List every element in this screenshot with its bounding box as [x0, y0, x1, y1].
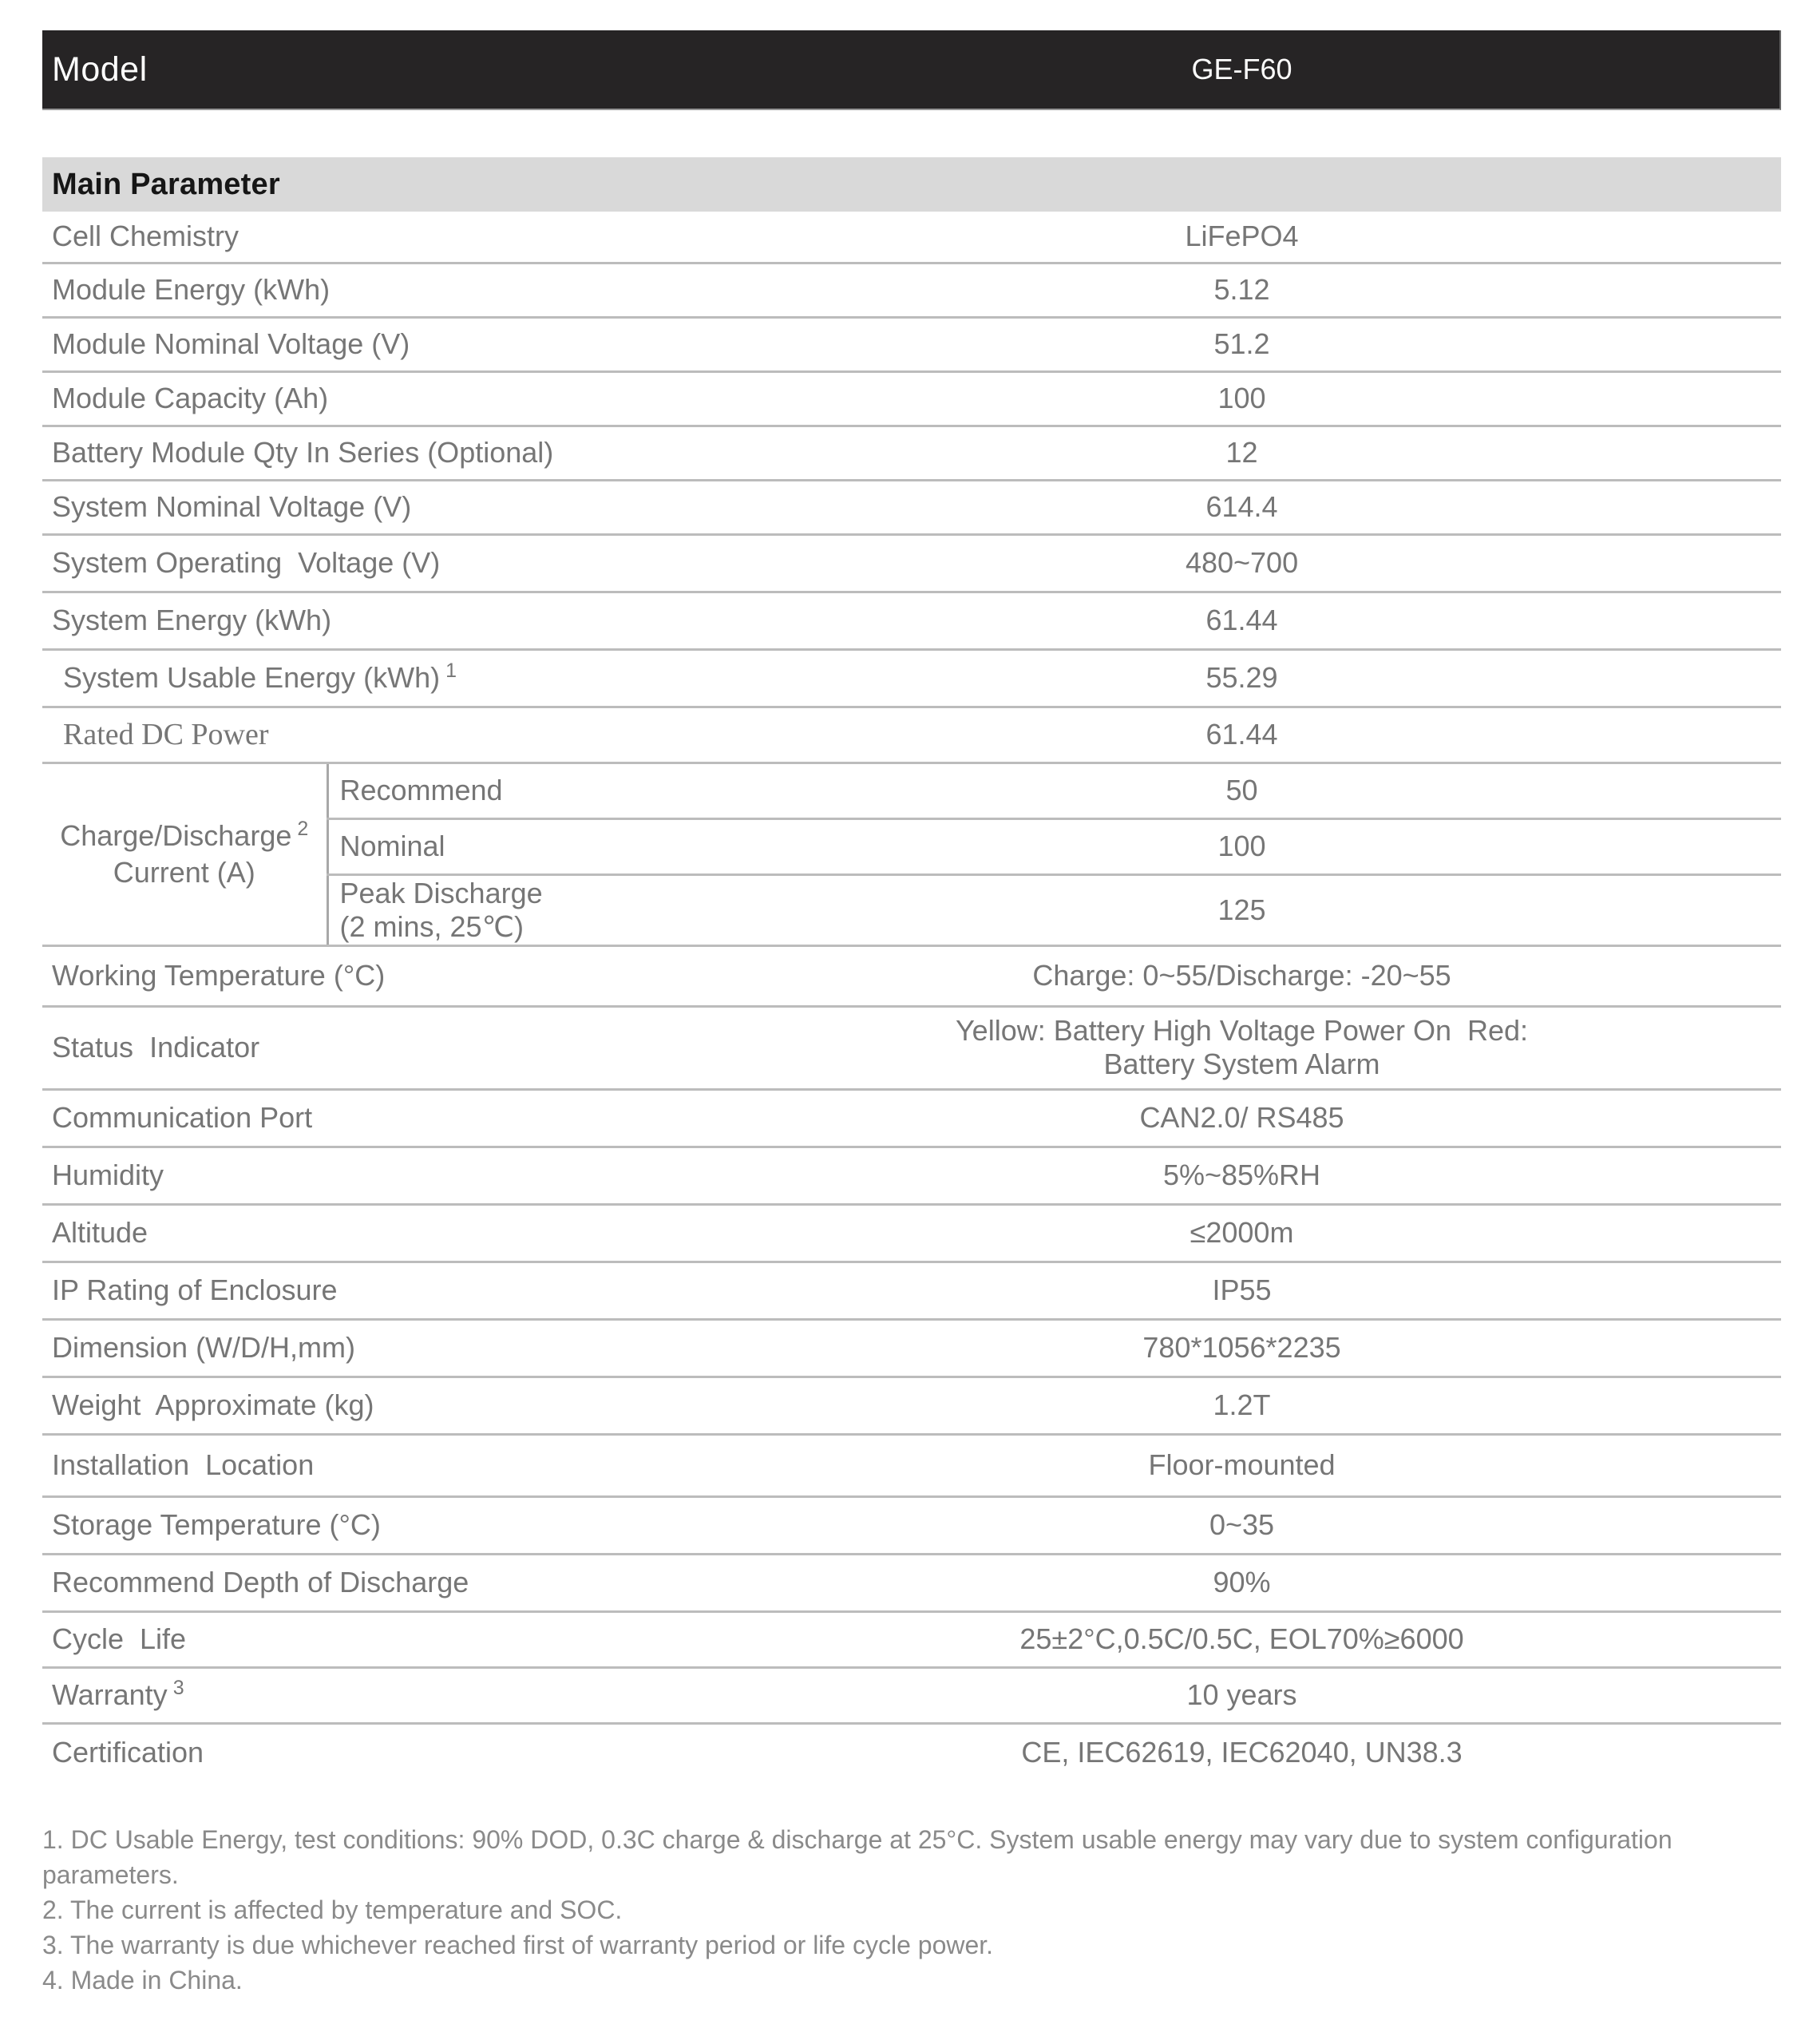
- row-label-text: Recommend Depth of Discharge: [52, 1566, 469, 1598]
- table-row: [42, 1554, 1781, 1611]
- row-label-text: Module Nominal Voltage (V): [52, 327, 410, 360]
- table-row: [42, 1434, 1781, 1496]
- row-label: [42, 1377, 703, 1434]
- row-label-text: Communication Port: [52, 1101, 313, 1134]
- row-value: 51.2: [703, 317, 1781, 371]
- group-label-text: Charge/Discharge: [60, 818, 292, 852]
- row-label: [42, 592, 703, 649]
- row-value: CE, IEC62619, IEC62040, UN38.3: [1021, 1735, 1463, 1769]
- row-label-text: Module Energy (kWh): [52, 273, 331, 306]
- row-value: 125: [703, 874, 1781, 945]
- row-label: [42, 1319, 703, 1377]
- row-value: CAN2.0/ RS485: [703, 1089, 1781, 1147]
- row-label-text: Altitude: [52, 1216, 148, 1249]
- row-label-text: Storage Temperature (°C): [52, 1508, 381, 1541]
- row-value: 90%: [703, 1554, 1781, 1611]
- row-value-line: Yellow: Battery High Voltage Power On Red:: [955, 1014, 1529, 1047]
- table-row: [42, 480, 1781, 534]
- row-value: IP55: [703, 1262, 1781, 1319]
- table-row: [42, 1667, 1781, 1723]
- row-label: [42, 1147, 703, 1204]
- row-label-text: Cell Chemistry: [52, 220, 239, 253]
- row-label-text: Dimension (W/D/H,mm): [52, 1331, 356, 1364]
- row-value: 25±2°C,0.5C/0.5C, EOL70%≥6000: [703, 1611, 1781, 1667]
- table-row: [42, 1496, 1781, 1554]
- group-label: [42, 763, 327, 945]
- row-label: [42, 480, 703, 534]
- model-value: GE-F60: [1191, 53, 1292, 85]
- table-row: [42, 534, 1781, 592]
- footnote-line: 3. The warranty is due whichever reached first of warranty period or life cycle power.: [42, 1931, 994, 1959]
- table-row: [42, 1006, 1781, 1089]
- row-label: [42, 649, 703, 707]
- row-value: 10 years: [703, 1667, 1781, 1723]
- row-value: 12: [703, 426, 1781, 480]
- row-label: [42, 1006, 703, 1089]
- table-row: [42, 1319, 1781, 1377]
- table-row: [42, 1204, 1781, 1262]
- sub-label: [327, 763, 703, 818]
- table-row: [42, 763, 1781, 818]
- row-label: [42, 1089, 703, 1147]
- row-value: 1.2T: [703, 1377, 1781, 1434]
- datasheet-page: [42, 30, 1781, 1998]
- row-value: 55.29: [703, 649, 1781, 707]
- footnote-line: 1. DC Usable Energy, test conditions: 90% DOD, 0.3C charge & discharge at 25°C. System usable energy may vary due to system configuration parameters.: [42, 1825, 1680, 1889]
- table-row: [42, 1089, 1781, 1147]
- row-value: 780*1056*2235: [703, 1319, 1781, 1377]
- row-label: [42, 263, 703, 317]
- spec-table-body: [42, 212, 1781, 1781]
- row-label-text: Status Indicator: [52, 1031, 260, 1064]
- table-row: [42, 592, 1781, 649]
- footnote-line: 2. The current is affected by temperature and SOC.: [42, 1895, 623, 1924]
- row-label-text: Installation Location: [52, 1448, 315, 1481]
- model-label: Model: [52, 50, 148, 89]
- row-value-line: Battery System Alarm: [1103, 1048, 1380, 1080]
- group-label-line: Current (A): [113, 855, 255, 889]
- row-label-text: IP Rating of Enclosure: [52, 1274, 338, 1306]
- row-label-text: System Operating Voltage (V): [52, 546, 441, 579]
- model-header-bar: [42, 30, 1781, 110]
- row-label: [42, 317, 703, 371]
- row-label-text: Weight Approximate (kg): [52, 1388, 374, 1421]
- sub-label-line: (2 mins, 25℃): [339, 909, 524, 943]
- superscript-note: 1: [445, 660, 457, 682]
- table-row: [42, 1147, 1781, 1204]
- table-row: [42, 371, 1781, 426]
- row-value: [703, 1006, 1781, 1089]
- row-label: [42, 1496, 703, 1554]
- row-label: [42, 707, 703, 763]
- row-value: 614.4: [703, 480, 1781, 534]
- table-row: [42, 1611, 1781, 1667]
- row-label-text: Certification: [52, 1735, 204, 1769]
- row-label: [42, 1723, 703, 1781]
- footnotes: [42, 1822, 1781, 1998]
- sub-label-line: Peak Discharge: [339, 876, 543, 909]
- table-row: [42, 945, 1781, 1006]
- row-label-text: System Energy (kWh): [52, 604, 332, 636]
- table-row: [42, 212, 1781, 263]
- row-label: [42, 1611, 703, 1667]
- superscript-note: 3: [172, 1677, 184, 1699]
- sub-label-line: Nominal: [339, 830, 445, 862]
- row-label: [42, 1204, 703, 1262]
- table-row: [42, 1377, 1781, 1434]
- row-value: 5.12: [703, 263, 1781, 317]
- row-label: [42, 1667, 703, 1723]
- row-value: 50: [703, 763, 1781, 818]
- table-row: [42, 317, 1781, 371]
- table-row: [42, 263, 1781, 317]
- row-label: [42, 212, 703, 263]
- table-row: [42, 1723, 1781, 1781]
- group-label-line: [43, 818, 326, 854]
- row-value: 61.44: [703, 592, 1781, 649]
- row-label: [42, 371, 703, 426]
- sub-label: [327, 818, 703, 874]
- row-value: LiFePO4: [703, 212, 1781, 263]
- row-label: [42, 1434, 703, 1496]
- row-label-text: Humidity: [52, 1159, 164, 1191]
- row-value: 61.44: [703, 707, 1781, 763]
- sub-label: [327, 874, 703, 945]
- row-label: [42, 945, 703, 1006]
- table-row: [42, 649, 1781, 707]
- row-label-text: Battery Module Qty In Series (Optional): [52, 436, 554, 469]
- superscript-note: 2: [297, 817, 309, 840]
- row-label: [42, 1554, 703, 1611]
- row-label-text: Cycle Life: [52, 1622, 187, 1655]
- section-title: Main Parameter: [52, 167, 280, 201]
- row-value: Charge: 0~55/Discharge: -20~55: [703, 945, 1781, 1006]
- row-label-text: System Usable Energy (kWh): [63, 661, 441, 694]
- table-row: [42, 426, 1781, 480]
- row-label-text: Warranty: [52, 1678, 168, 1711]
- row-label: [42, 534, 703, 592]
- row-label-text: Module Capacity (Ah): [52, 382, 329, 414]
- row-value: Floor-mounted: [703, 1434, 1781, 1496]
- row-label-text: Rated DC Power: [63, 718, 269, 751]
- table-row: [42, 1262, 1781, 1319]
- spec-table: [42, 212, 1781, 1781]
- section-header-bar: [42, 157, 1781, 212]
- row-value: 480~700: [703, 534, 1781, 592]
- row-value: 5%~85%RH: [703, 1147, 1781, 1204]
- row-label: [42, 1262, 703, 1319]
- sub-label-line: Recommend: [339, 774, 503, 806]
- row-value: 0~35: [703, 1496, 1781, 1554]
- row-value: 100: [703, 818, 1781, 874]
- row-value: 100: [703, 371, 1781, 426]
- row-label-text: System Nominal Voltage (V): [52, 490, 412, 523]
- footnote-line: 4. Made in China.: [42, 1966, 243, 1994]
- table-row: [42, 707, 1781, 763]
- row-value: ≤2000m: [703, 1204, 1781, 1262]
- row-label-text: Working Temperature (°C): [52, 959, 386, 992]
- row-label: [42, 426, 703, 480]
